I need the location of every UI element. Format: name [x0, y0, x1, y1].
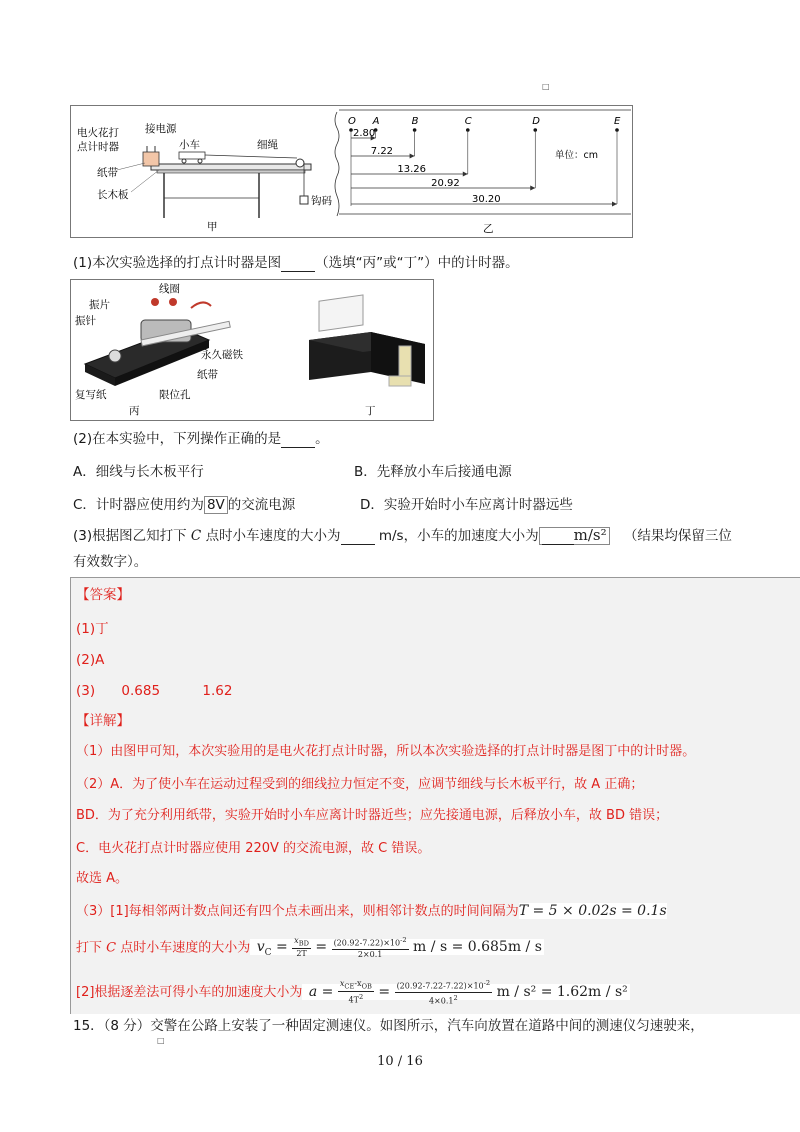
label-weight: 钩码: [311, 195, 332, 207]
answer-3-v2: 1.62: [202, 683, 233, 699]
tape-point-label-C: C: [464, 116, 472, 127]
caption-ding: 丁: [365, 405, 376, 417]
label-reed: 振片: [89, 299, 110, 311]
corner-mark: □: [542, 82, 550, 91]
label-power: 接电源: [145, 123, 177, 135]
answer-panel: [70, 577, 800, 1014]
question-1: [73, 254, 519, 272]
frac-a-den-sq: 2: [358, 993, 364, 1002]
detail-7-mid: 点时小车速度的大小为: [120, 940, 251, 956]
q3-unit2: m/s²: [573, 526, 607, 544]
label-carbon: 复写纸: [75, 389, 107, 401]
frac-a-num-sub2: OB: [361, 982, 372, 991]
q2-blank[interactable]: [281, 447, 315, 448]
tape-unit: 单位：cm: [555, 150, 598, 161]
frac-num-sub: BD: [298, 939, 309, 948]
q2-option-c-post: 的交流电源: [227, 497, 296, 513]
frac-a2-den-sq: 2: [453, 993, 458, 1002]
detail-6-text: （3）[1]每相邻两计数点间还有四个点未画出来，则相邻计数点的时间间隔为: [76, 904, 519, 919]
question-15: 15．（8 分）交警在公路上安装了一种固定测速仪。如图所示，汽车向放置在道路中间的测速仪匀速驶来，: [73, 1018, 704, 1034]
label-hole: 限位孔: [159, 389, 191, 401]
label-coil: 线圈: [159, 283, 180, 295]
tape-point-label-A: A: [372, 116, 380, 127]
q3-p2: 点时小车速度的大小为: [205, 528, 341, 544]
q2-option-a: A．细线与长木板平行: [73, 464, 204, 480]
q1-prefix: (1)本次实验选择的打点计时器是图: [73, 255, 282, 271]
tape-point-label-D: D: [532, 116, 540, 127]
detail-7-result: m / s = 0.685m / s: [413, 939, 542, 956]
label-magnet: 永久磁铁: [201, 349, 243, 361]
distance-label-1: 2.80: [353, 128, 376, 139]
detail-7-pre: 打下: [76, 940, 103, 956]
frac2-exp: -2: [400, 936, 407, 944]
q3-blank-1[interactable]: [341, 544, 375, 545]
answer-title: 【答案】: [76, 587, 130, 603]
tape-point-label-E: E: [614, 116, 621, 127]
label-tape2: 纸带: [197, 369, 218, 381]
distance-label-2: 7.22: [370, 146, 394, 157]
q2-option-c-pre: C．计时器应使用约为: [73, 497, 204, 513]
frac-den: 2T: [296, 949, 307, 959]
label-board: 长木板: [97, 189, 129, 201]
frac2-num: (20.92-7.22)×10: [333, 938, 401, 948]
caption-yi: 乙: [483, 223, 494, 235]
label-timer2: 点计时器: [77, 141, 119, 153]
question-2: [73, 430, 329, 448]
frac-a2-den: 4×0.1: [428, 996, 454, 1006]
detail-3: BD．为了充分利用纸带，实验开始时小车应离计时器近些；应先接通电源，后释放小车，故 BD 错误；: [76, 808, 669, 823]
frac-a-2: [395, 978, 493, 1006]
q3-unit1: m/s，小车的加速度大小为: [378, 528, 539, 544]
caption-jia: 甲: [207, 221, 218, 233]
q1-suffix: （选填“丙”或“丁”）中的计时器。: [315, 255, 519, 271]
a-symbol: a: [308, 984, 318, 1001]
figure-experiment-setup: [70, 105, 633, 238]
frac2-den: 2×0.1: [357, 949, 383, 959]
q1-blank[interactable]: [281, 271, 315, 272]
tape-point-label-B: B: [411, 116, 419, 127]
distance-arrowhead-2: [410, 154, 415, 159]
label-tape: 纸带: [97, 167, 118, 179]
figure-timers-svg: [71, 280, 433, 420]
tape-diagram: [335, 110, 631, 216]
label-rope: 细绳: [257, 139, 278, 151]
frac-a-den: 4T: [348, 995, 359, 1005]
detail-8: [76, 978, 630, 1006]
v-symbol: v: [256, 939, 265, 956]
detail-6-formula: T = 5 × 0.02s = 0.1s: [518, 903, 667, 919]
q2-stem-end: 。: [315, 431, 329, 447]
detail-7-formula: $v_C$ = $\frac{x_{BD}}{2T}$ = $\frac{(20.92-7.22)\times 10^{-2}}{2\times 0.1}$ m / s = 0.685m / s: [250, 939, 544, 955]
q2-option-b: B．先释放小车后接通电源: [354, 464, 512, 480]
q3-p1: (3)根据图乙知打下: [73, 528, 187, 544]
frac-vc-2: [332, 935, 409, 960]
caption-bing: 丙: [129, 405, 140, 417]
detail-6: [76, 902, 667, 921]
detail-7: [76, 935, 544, 962]
detail-8-formula: a = $\frac{x_{CE}-x_{OB}}{4T^2}$ = $\frac{(20.92-7.22-7.22)\times 10^{-2}}{4\times 0.1^2}$ m / s² = 1.62m / s²: [302, 984, 629, 1000]
distance-arrowhead-4: [530, 186, 535, 191]
figure-timers: [70, 279, 434, 421]
frac-a-num-sub: CE: [344, 982, 355, 991]
detail-8-result: m / s² = 1.62m / s²: [496, 984, 628, 1001]
detail-title: 【详解】: [76, 713, 130, 729]
detail-2: （2）A．为了使小车在运动过程受到的细线拉力恒定不变，应调节细线与长木板平行，故 A 正确；: [76, 777, 644, 792]
frac-a2-num: (20.92-7.22-7.22)×10: [396, 981, 484, 991]
answer-3: [76, 682, 232, 700]
detail-4: C．电火花打点计时器应使用 220V 的交流电源，故 C 错误。: [76, 841, 431, 856]
page-number: 10 / 16: [377, 1054, 423, 1069]
label-timer: 电火花打: [77, 127, 119, 139]
distance-label-3: 13.26: [397, 164, 427, 175]
frac-a-1: [338, 979, 374, 1006]
distance-arrowhead-3: [463, 172, 468, 177]
answer-3-label: (3): [76, 683, 96, 699]
frac-vc-1: [292, 936, 311, 960]
q2-stem: (2)在本实验中，下列操作正确的是: [73, 431, 282, 447]
frac-a2-exp: -2: [483, 979, 491, 987]
q2-option-c: [73, 496, 295, 514]
label-cart: 小车: [179, 139, 200, 151]
frac-a-minus: -x: [354, 978, 362, 988]
q3-blank-2-box: [539, 527, 610, 545]
apparatus-drawing: [143, 146, 311, 218]
q3-p4: 有效数字）。: [73, 554, 148, 570]
distance-arrowhead-5: [612, 202, 617, 207]
detail-8-pre: [2]根据逐差法可得小车的加速度大小为: [76, 985, 303, 1001]
answer-1: (1)丁: [76, 621, 109, 637]
answer-2: (2)A: [76, 652, 105, 668]
q3-p3: （结果均保留三位: [623, 528, 732, 544]
corner-mark-bottom: □: [157, 1036, 165, 1045]
q2-option-d: D．实验开始时小车应离计时器远些: [360, 497, 573, 513]
q3-c: C: [190, 528, 202, 544]
answer-3-v1: 0.685: [121, 683, 161, 699]
distance-label-5: 30.20: [472, 194, 501, 205]
question-3: [73, 526, 732, 545]
detail-1: （1）由图甲可知，本次实验用的是电火花打点计时器，所以本次实验选择的打点计时器是图丁中的计时器。: [76, 744, 696, 759]
distance-label-4: 20.92: [431, 178, 460, 189]
tape-point-label-O: O: [348, 116, 356, 127]
v-sub: C: [264, 948, 272, 959]
figure-experiment-svg: [71, 106, 632, 237]
frac-num: x: [294, 935, 299, 945]
spark-timer-drawing: [309, 295, 425, 386]
detail-5: 故选 A。: [76, 871, 129, 886]
q2-option-c-val: 8V: [204, 496, 228, 514]
label-needle: 振针: [75, 315, 96, 327]
q3-blank-2[interactable]: [542, 544, 574, 545]
frac-a-num: x: [339, 978, 345, 988]
detail-7-c: C: [106, 940, 117, 956]
